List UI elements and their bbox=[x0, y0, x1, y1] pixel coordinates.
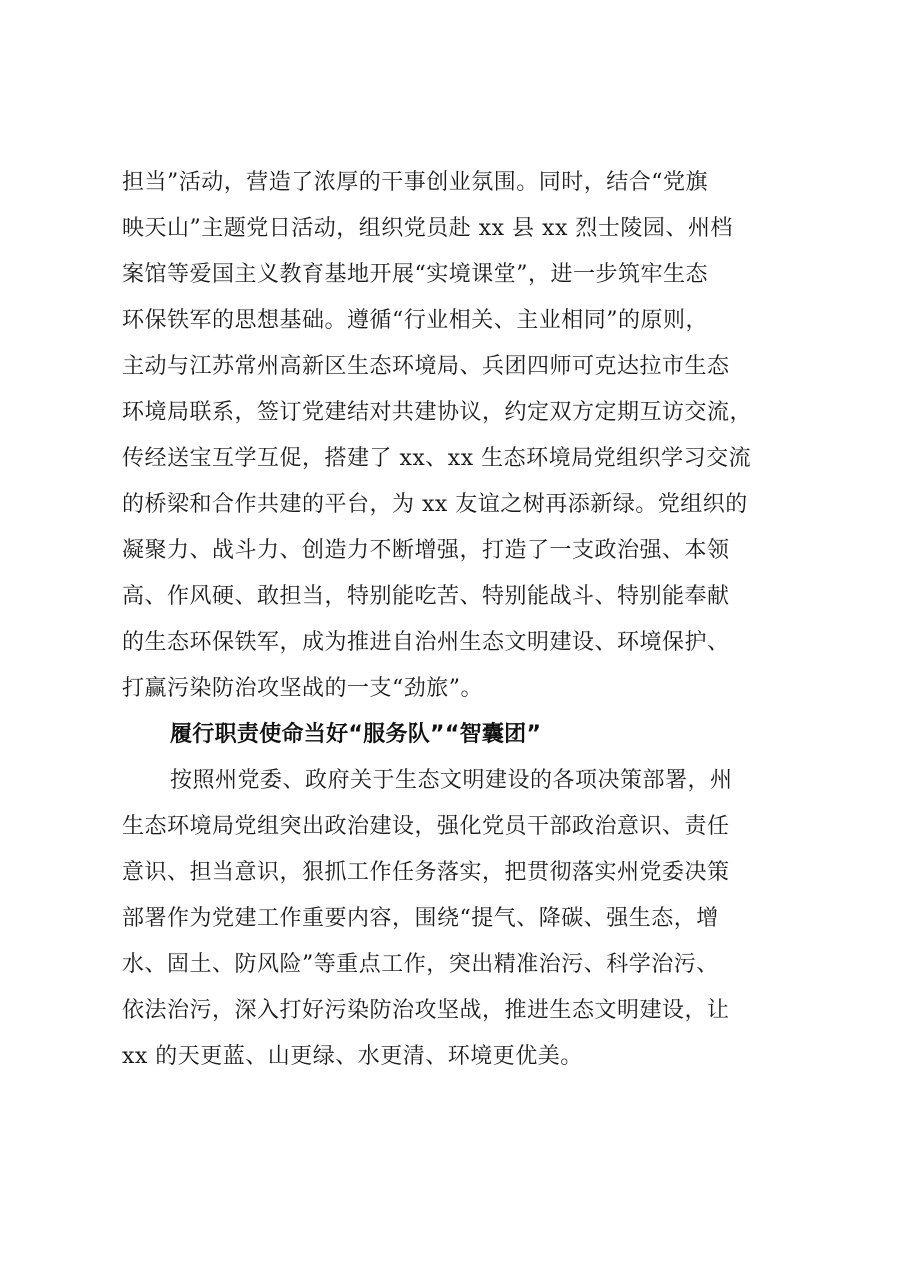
paragraph-line: 的生态环保铁军，成为推进自治州生态文明建设、环境保护、 bbox=[122, 630, 730, 655]
paragraph-line: 凝聚力、战斗力、创造力不断增强，打造了一支政治强、本领 bbox=[122, 538, 730, 563]
paragraph-line: 部署作为党建工作重要内容，围绕“提气、降碳、强生态，增 bbox=[122, 906, 719, 931]
paragraph-line: 生态环境局党组突出政治建设，强化党员干部政治意识、责任 bbox=[122, 814, 730, 839]
paragraph-line: 水、固土、防风险”等重点工作，突出精准治污、科学治污、 bbox=[122, 952, 719, 977]
paragraph-line: 的桥梁和合作共建的平台，为 xx 友谊之树再添新绿。党组织的 bbox=[122, 492, 748, 517]
paragraph-line: 依法治污，深入打好污染防治攻坚战，推进生态文明建设，让 bbox=[122, 998, 730, 1023]
paragraph-line: 高、作风硬、敢担当，特别能吃苦、特别能战斗、特别能奉献 bbox=[122, 584, 730, 609]
paragraph-line: 环保铁军的思想基础。遵循“行业相关、主业相同”的原则， bbox=[122, 308, 708, 333]
paragraph-line: 按照州党委、政府关于生态文明建设的各项决策部署，州 bbox=[170, 768, 733, 793]
paragraph-line: 映天山”主题党日活动，组织党员赴 xx 县 xx 烈士陵园、州档 bbox=[122, 216, 733, 241]
paragraph-line: 意识、担当意识，狠抓工作任务落实，把贯彻落实州党委决策 bbox=[122, 860, 730, 885]
paragraph-line: 打赢污染防治攻坚战的一支“劲旅”。 bbox=[122, 676, 483, 701]
paragraph-line: xx 的天更蓝、山更绿、水更清、环境更优美。 bbox=[122, 1044, 583, 1069]
paragraph-line: 环境局联系，签订党建结对共建协议，约定双方定期互访交流， bbox=[122, 400, 753, 425]
paragraph-line: 担当”活动，营造了浓厚的干事创业氛围。同时，结合“党旗 bbox=[122, 170, 708, 195]
paragraph-line: 传经送宝互学互促，搭建了 xx、xx 生态环境局党组织学习交流 bbox=[122, 446, 752, 471]
section-heading: 履行职责使命当好“服务队”“智囊团” bbox=[170, 722, 542, 747]
paragraph-line: 主动与江苏常州高新区生态环境局、兵团四师可克达拉市生态 bbox=[122, 354, 730, 379]
paragraph-line: 案馆等爱国主义教育基地开展“实境课堂”，进一步筑牢生态 bbox=[122, 262, 708, 287]
